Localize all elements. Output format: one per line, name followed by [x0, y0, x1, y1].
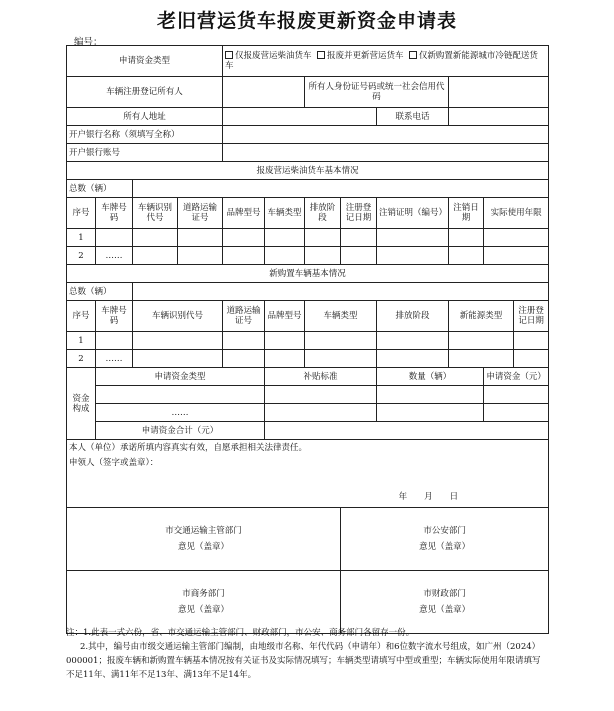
bank-name-label: 开户银行名称（须填写全称）	[67, 126, 223, 144]
new-section-title: 新购置车辆基本情况	[67, 265, 549, 283]
new-header-cell: 车牌号码	[96, 301, 133, 332]
scrap-header-cell: 车牌号码	[96, 198, 133, 229]
checkbox[interactable]	[225, 51, 233, 59]
ellipsis: ……	[96, 404, 265, 422]
option-label: 仅报废营运柴油货车	[235, 51, 312, 61]
scrap-header-cell: 道路运输证号	[178, 198, 223, 229]
declaration	[67, 440, 549, 508]
scrap-total-label: 总数（辆）	[67, 180, 133, 198]
opinion-cell[interactable]	[341, 571, 549, 634]
scrap-header-cell: 注销日期	[449, 198, 484, 229]
opinion-label: 意见（盖章）	[419, 605, 471, 615]
date-label: 年 月 日	[398, 492, 459, 502]
row-number: 2	[67, 247, 96, 265]
scrap-header-cell: 注册登记日期	[341, 198, 377, 229]
fund-type-label: 申请资金类型	[67, 46, 223, 77]
new-header-cell: 新能源类型	[449, 301, 514, 332]
row-number: 2	[67, 350, 96, 368]
new-header-cell: 注册登记日期	[514, 301, 549, 332]
opinion-cell[interactable]	[341, 508, 549, 571]
phone-label: 联系电话	[377, 108, 449, 126]
opinion-label: 意见（盖章）	[419, 542, 471, 552]
opinion-cell[interactable]	[67, 508, 341, 571]
opinion-cell[interactable]	[67, 571, 341, 634]
ellipsis: ……	[96, 247, 133, 265]
dept-name: 市公安部门	[423, 526, 466, 536]
opinion-label: 意见（盖章）	[178, 542, 230, 552]
scrap-header-cell: 车辆类型	[265, 198, 305, 229]
table-row	[67, 332, 549, 350]
owner-id-value[interactable]	[449, 77, 549, 108]
phone-value[interactable]	[449, 108, 549, 126]
bank-name-value[interactable]	[223, 126, 549, 144]
row-number: 1	[67, 229, 96, 247]
note-line: 2.其中，编号由市级交通运输主管部门编制，由地级市名称、年代代码（申请年）和6位数字流水号组成，如广州（2024）000001；报废车辆和新购置车辆基本情况按有关证书及实际情况填写；车辆类型请填写中型或重型；车辆实际使用年限请填写不足11年、满11年不足13年、满13年不足14年。	[66, 642, 541, 680]
new-header-cell: 排放阶段	[377, 301, 449, 332]
serial-label: 编号：	[74, 37, 103, 48]
fund-header-cell: 申请资金类型	[96, 368, 265, 386]
scrap-total-value[interactable]	[133, 180, 549, 198]
row-number: 1	[67, 332, 96, 350]
ellipsis: ……	[96, 350, 133, 368]
fund-total-value[interactable]	[265, 422, 549, 440]
owner-id-label: 所有人身份证号码或统一社会信用代码	[305, 77, 449, 108]
dept-name: 市交通运输主管部门	[165, 526, 242, 536]
scrap-section-title: 报废营运柴油货车基本情况	[67, 162, 549, 180]
page-title: 老旧营运货车报废更新资金申请表	[156, 10, 457, 32]
new-total-label: 总数（辆）	[67, 283, 133, 301]
fund-composition-label: 资金构成	[67, 368, 96, 440]
dept-name: 市商务部门	[182, 589, 225, 599]
fund-type-options	[223, 46, 549, 77]
option-label: 仅新购置新能源城市冷链配送货车	[225, 51, 538, 71]
declaration-statement: 本人（单位）承诺所填内容真实有效，自愿承担相关法律责任。	[69, 443, 308, 453]
table-row	[67, 247, 549, 265]
table-row	[67, 229, 549, 247]
opinion-label: 意见（盖章）	[178, 605, 230, 615]
owner-address-label: 所有人地址	[67, 108, 223, 126]
reg-owner-value[interactable]	[223, 77, 305, 108]
new-header-cell: 品牌型号	[265, 301, 305, 332]
checkbox[interactable]	[409, 51, 417, 59]
note-line: 注：1.此表一式六份，省、市交通运输主管部门、财政部门，市公安、商务部门各留存一份。	[66, 628, 415, 638]
scrap-header-cell: 车辆识别代号	[133, 198, 178, 229]
fund-header-cell: 补贴标准	[265, 368, 377, 386]
new-header-cell: 序号	[67, 301, 96, 332]
scrap-header-cell: 实际使用年限	[484, 198, 549, 229]
new-header-cell: 车辆识别代号	[133, 301, 223, 332]
bank-account-value[interactable]	[223, 144, 549, 162]
dept-name: 市财政部门	[423, 589, 466, 599]
scrap-header-cell: 注销证明（编号）	[377, 198, 449, 229]
scrap-header-cell: 序号	[67, 198, 96, 229]
signer-label: 申领人（签字或盖章）：	[69, 458, 159, 468]
fund-header-cell: 申请资金（元）	[484, 368, 549, 386]
table-row	[67, 350, 549, 368]
notes	[66, 626, 548, 682]
new-header-cell: 道路运输证号	[223, 301, 265, 332]
scrap-header-cell: 品牌型号	[223, 198, 265, 229]
reg-owner-label: 车辆注册登记所有人	[67, 77, 223, 108]
checkbox[interactable]	[317, 51, 325, 59]
new-header-cell: 车辆类型	[305, 301, 377, 332]
bank-account-label: 开户银行账号	[67, 144, 223, 162]
scrap-header-cell: 排放阶段	[305, 198, 341, 229]
fund-total-label: 申请资金合计（元）	[96, 422, 265, 440]
application-form	[66, 45, 549, 634]
option-label: 报废并更新营运货车	[326, 51, 404, 61]
new-total-value[interactable]	[133, 283, 549, 301]
fund-header-cell: 数量（辆）	[377, 368, 484, 386]
owner-address-value[interactable]	[223, 108, 377, 126]
